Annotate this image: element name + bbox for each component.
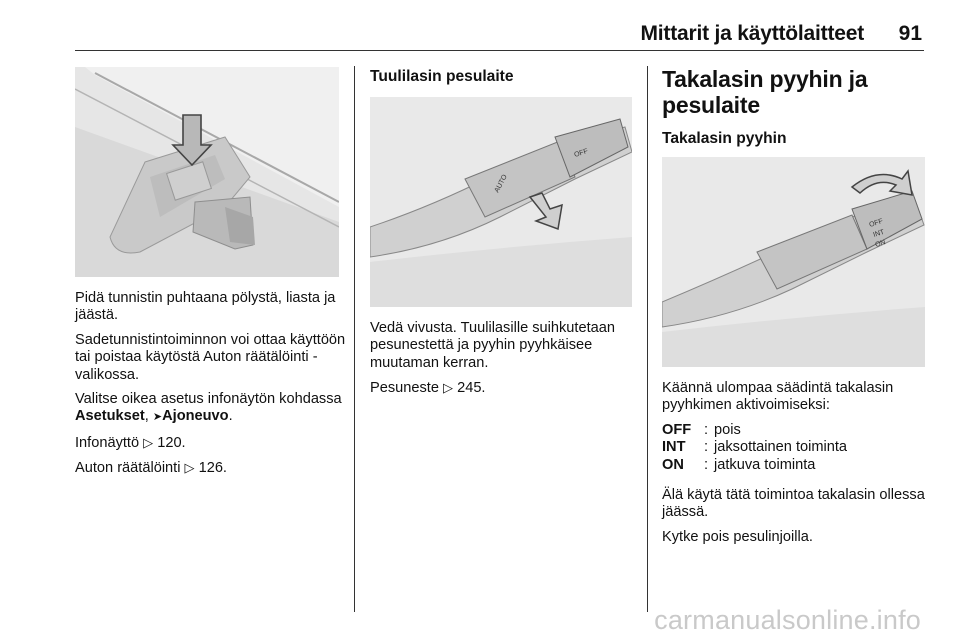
column-3-text [662, 380, 934, 553]
mode-sep: : [704, 439, 709, 456]
xref-personalisation[interactable] [75, 459, 347, 477]
stalk-label-auto: AUTO [493, 173, 509, 194]
mode-term-off: OFF [662, 421, 692, 438]
vehicle-menu-label: Ajoneuvo [162, 408, 229, 425]
xref-infotainment-text: Infonäyttö [75, 434, 144, 451]
column-divider-2 [647, 66, 648, 612]
rain-sensor-figure [75, 67, 339, 277]
mode-desc-off: pois [714, 421, 741, 438]
mode-desc-int: jaksottainen toiminta [714, 439, 848, 456]
column-divider-1 [354, 66, 355, 612]
paragraph-turn-control: Käännä ulompaa säädintä takalasin pyyhkimen aktivoimiseksi: [662, 380, 894, 414]
mode-sep: : [704, 456, 709, 473]
mode-term-on: ON [662, 456, 684, 473]
settings-path-separator: , [144, 408, 153, 425]
xref-personalisation-page: 126. [194, 460, 227, 477]
xref-washer-fluid-page: 245. [453, 380, 486, 397]
rear-wiper-figure [662, 157, 925, 367]
stalk-label-int: INT [872, 228, 886, 239]
paragraph-pull-stalk: Vedä vivusta. Tuulilasille suihkutetaan pesunestettä ja pyyhin pyyhkäisee muutaman kerran. [370, 320, 616, 371]
settings-menu-label: Asetukset [75, 408, 145, 425]
running-header-title: Mittarit ja käyttölaitteet [640, 22, 864, 45]
paragraph-sensor-menu: Sadetunnistintoiminnon voi ottaa käyttöön tai poistaa käytöstä Auton räätälöinti -valikossa. [75, 331, 346, 383]
xref-infotainment[interactable] [75, 434, 347, 452]
xref-infotainment-page: 120. [153, 434, 186, 451]
menu-arrow-icon: ➤ [152, 411, 163, 424]
windscreen-washer-figure [370, 97, 632, 307]
stalk-label-on: ON [874, 239, 887, 249]
xref-arrow-icon: ▷ [443, 380, 454, 396]
rain-sensor-illustration [75, 67, 339, 277]
xref-personalisation-text: Auton räätälöinti [75, 460, 185, 477]
xref-washer-fluid-text: Pesuneste [370, 380, 444, 397]
mode-desc-on: jatkuva toiminta [714, 456, 816, 473]
xref-washer-fluid[interactable] [370, 379, 640, 397]
column-2-text [370, 320, 640, 405]
xref-arrow-icon: ▷ [184, 460, 195, 476]
windscreen-stalk-illustration [370, 97, 632, 307]
paragraph-settings-path [75, 391, 347, 427]
rear-wiper-stalk-illustration [662, 157, 925, 367]
paragraph-car-wash: Kytke pois pesulinjoilla. [662, 528, 813, 545]
stalk-label-off-2: OFF [868, 217, 884, 229]
page-number: 91 [898, 22, 922, 45]
windscreen-washer-heading: Tuulilasin pesulaite [370, 68, 514, 85]
xref-arrow-icon: ▷ [143, 434, 154, 450]
column-1 [75, 290, 347, 485]
mode-sep: : [704, 421, 709, 438]
settings-path-text: Valitse oikea asetus infonäytön kohdassa [75, 391, 342, 408]
watermark: carmanualsonline.info [654, 605, 921, 635]
rear-wiper-washer-heading: Takalasin pyyhin ja pesulaite [662, 66, 868, 118]
header-rule [75, 50, 924, 51]
stalk-label-off: OFF [573, 147, 589, 159]
wiper-modes-list [662, 422, 934, 474]
rear-wiper-subheading: Takalasin pyyhin [662, 130, 787, 147]
settings-path-period: . [228, 408, 233, 425]
mode-term-int: INT [662, 439, 686, 456]
paragraph-frozen-warning: Älä käytä tätä toimintoa takalasin ollessa jäässä. [662, 487, 925, 521]
paragraph-sensor-clean: Pidä tunnistin puhtaana pölystä, liasta ja jäästä. [75, 290, 336, 324]
